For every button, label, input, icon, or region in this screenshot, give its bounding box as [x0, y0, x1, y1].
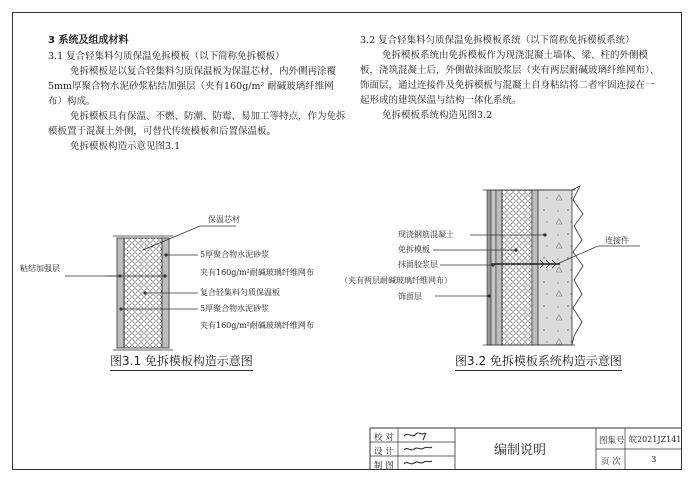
title-block-draw-label: 制 图	[374, 461, 394, 471]
fig1-label-bond-layer: 粘结加强层	[20, 264, 60, 273]
title-block-atlas-value: 皖2021JZ141	[629, 435, 682, 444]
title-block-review-label: 校 对	[374, 433, 394, 443]
fig2-caption: 图3.2 免拆模板系统构造示意图	[455, 352, 622, 371]
fig2-label-formwork: 免拆模板	[398, 245, 430, 254]
fig2-label-finish: 饰面层	[398, 292, 422, 301]
fig2-label-concrete: 现浇钢筋混凝土	[398, 230, 454, 239]
fig2-label-connector: 连接件	[605, 236, 629, 245]
title-block-design-label: 设 计	[374, 447, 394, 457]
left-paragraph-2: 免拆模板具有保温、不燃、防潮、防霉、易加工等特点，作为免拆模板置于混凝土外侧，可替代传统模板和后置保温板。	[48, 111, 346, 137]
fig1-label-mesh-1: 夹有160g/m²耐碱玻璃纤维网布	[200, 268, 314, 277]
left-title: 3.1 复合轻集料匀质保温免拆模板（以下简称免拆模板）	[48, 51, 285, 62]
title-block-doc-title: 编制说明	[494, 443, 547, 458]
fig2-drawing	[433, 186, 640, 345]
section-heading: 3 系统及组成材料	[48, 35, 129, 46]
right-paragraph-1: 免拆模板系统由免拆模板作为现浇混凝土墙体、梁、柱的外侧模板，浇筑混凝土后，外侧做抹面胶浆层（夹有两层耐碱玻璃纤维网布）、饰面层，通过连接件及免拆模板与混凝土自身粘结将二者牢固连接在一起形成的建筑保温与结构一体化系统。	[360, 50, 660, 106]
left-paragraph-1: 免拆模板是以复合轻集料匀质保温板为保温芯材，内外侧再涂覆5mm厚聚合物水泥砂浆粘结加强层（夹有160g/m² 耐碱玻璃纤维网布）构成。	[48, 66, 337, 107]
fig1-label-mortar-1: 5厚聚合物水泥砂浆	[200, 250, 270, 259]
left-paragraph-3: 免拆模板构造示意见图3.1	[70, 141, 181, 152]
fig1-label-board: 复合轻集料匀质保温板	[200, 288, 280, 297]
fig2-label-plaster: 抹面胶浆层	[398, 260, 438, 269]
fig1-label-mesh-2: 夹有160g/m²耐碱玻璃纤维网布	[200, 321, 314, 330]
fig1-label-core: 保温芯材	[208, 215, 240, 224]
title-block-page-value: 3	[651, 455, 657, 465]
right-paragraph-2: 免拆模板系统构造见图3.2	[382, 110, 493, 121]
fig1-caption: 图3.1 免拆模板构造示意图	[110, 352, 253, 371]
right-title: 3.2 复合轻集料匀质保温免拆模板系统（以下简称免拆模板系统）	[360, 35, 635, 46]
fig2-label-plaster-note: （夹有两层耐碱玻璃纤维网布）	[340, 276, 452, 285]
fig1-label-mortar-2: 5厚聚合物水泥砂浆	[200, 304, 270, 313]
title-block-atlas-label: 图集号	[599, 436, 625, 446]
title-block-page-label: 页 次	[601, 457, 621, 467]
